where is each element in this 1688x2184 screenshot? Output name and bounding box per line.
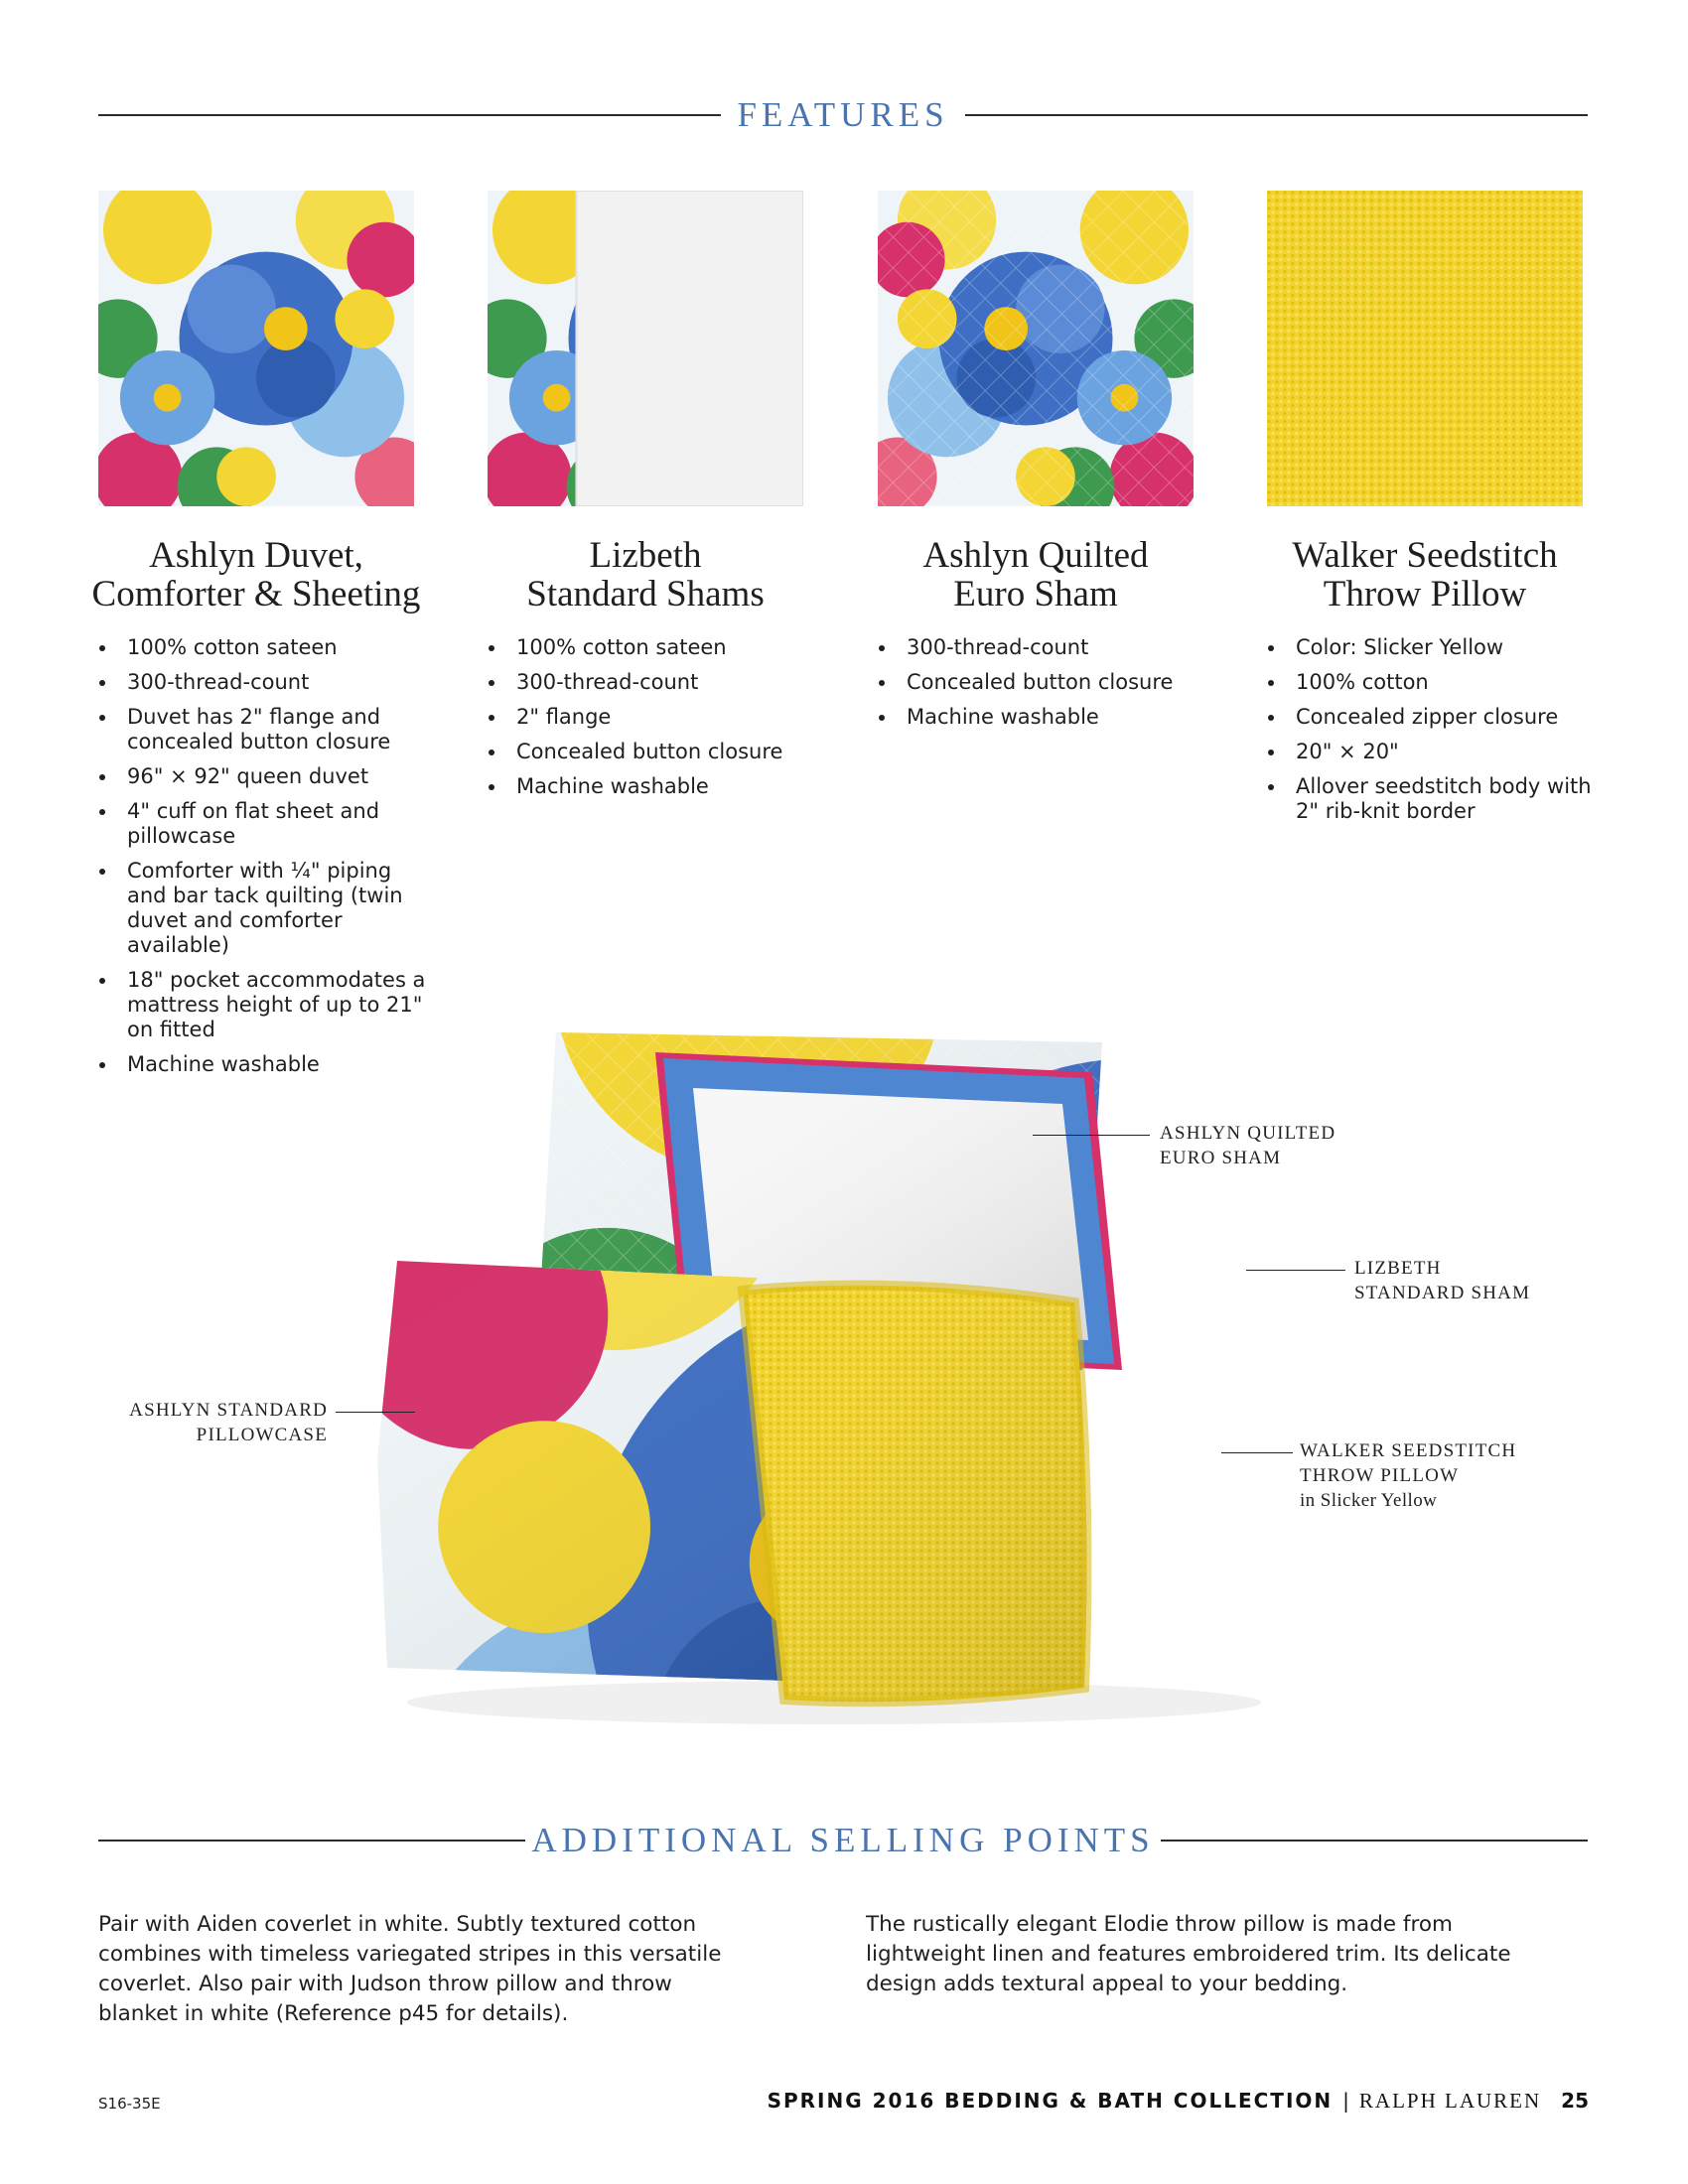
product-title-ashlyn-quilted: Ashlyn Quilted Euro Sham bbox=[922, 535, 1149, 614]
callout-line-pillowcase bbox=[336, 1412, 415, 1413]
callout-line-euro-sham bbox=[1033, 1135, 1150, 1136]
list-item: Machine washable bbox=[98, 1052, 426, 1077]
selling-point-aiden: Pair with Aiden coverlet in white. Subtly textured cotton combines with timeless variegated stripes in this versatile coverlet. Also pair with Judson throw pillow and throw blanket in white (Reference p45 for details). bbox=[98, 1912, 722, 2026]
ashlyn-duvet-swatch bbox=[98, 191, 414, 506]
list-item: 100% cotton sateen bbox=[98, 635, 426, 660]
product-title-ashlyn-duvet: Ashlyn Duvet, Comforter & Sheeting bbox=[91, 535, 421, 614]
footer-branding bbox=[768, 2089, 1589, 2114]
list-item: 100% cotton bbox=[1267, 670, 1595, 695]
heading-rule-right bbox=[1161, 1840, 1588, 1842]
list-item: Concealed button closure bbox=[878, 670, 1235, 695]
features-list-walker bbox=[1267, 635, 1595, 834]
list-item: Allover seedstitch body with 2" rib-knit border bbox=[1267, 774, 1595, 824]
selling-points-heading bbox=[98, 1821, 1588, 1860]
list-item: 100% cotton sateen bbox=[488, 635, 835, 660]
collection-name: SPRING 2016 BEDDING & BATH COLLECTION bbox=[767, 2089, 1334, 2113]
list-item: Color: Slicker Yellow bbox=[1267, 635, 1595, 660]
list-item: 96" × 92" queen duvet bbox=[98, 764, 426, 789]
callout-throw-pillow: WALKER SEEDSTITCH THROW PILLOW in Slicker Yellow bbox=[1300, 1440, 1517, 1511]
callout-line-throw-pillow bbox=[1221, 1452, 1293, 1453]
heading-rule-right bbox=[965, 114, 1588, 116]
lizbeth-sham-swatch bbox=[488, 191, 803, 506]
sku-code: S16-35E bbox=[98, 2095, 161, 2113]
page-number: 25 bbox=[1561, 2089, 1589, 2113]
ashlyn-quilted-swatch bbox=[878, 191, 1194, 506]
selling-point-elodie: The rustically elegant Elodie throw pillow is made from lightweight linen and features embroidered trim. Its delicate design adds textural appeal to your bedding. bbox=[866, 1912, 1511, 1996]
heading-rule-left bbox=[98, 114, 721, 116]
list-item: 18" pocket accommodates a mattress height of up to 21" on fitted bbox=[98, 968, 426, 1042]
list-item: 300-thread-count bbox=[98, 670, 426, 695]
heading-rule-left bbox=[98, 1840, 525, 1842]
features-heading bbox=[98, 95, 1588, 135]
footer-separator: | bbox=[1342, 2089, 1349, 2113]
features-title: FEATURES bbox=[737, 95, 949, 134]
callout-pillowcase: ASHLYN STANDARD PILLOWCASE bbox=[129, 1400, 328, 1445]
list-item: 300-thread-count bbox=[488, 670, 835, 695]
features-list-lizbeth bbox=[488, 635, 835, 809]
callout-line-standard-sham bbox=[1246, 1270, 1345, 1271]
list-item: Concealed zipper closure bbox=[1267, 705, 1595, 730]
product-title-lizbeth: Lizbeth Standard Shams bbox=[526, 535, 765, 614]
pillow-arrangement-photo bbox=[268, 993, 1400, 1757]
selling-points-title: ADDITIONAL SELLING POINTS bbox=[531, 1821, 1155, 1859]
features-list-ashlyn-quilted bbox=[878, 635, 1235, 740]
brand-name: RALPH LAUREN bbox=[1358, 2089, 1542, 2113]
list-item: Concealed button closure bbox=[488, 740, 835, 764]
callout-euro-sham: ASHLYN QUILTED EURO SHAM bbox=[1160, 1123, 1336, 1168]
product-title-walker: Walker Seedstitch Throw Pillow bbox=[1292, 535, 1558, 614]
list-item: 20" × 20" bbox=[1267, 740, 1595, 764]
list-item: Comforter with ¼" piping and bar tack quilting (twin duvet and comforter available) bbox=[98, 859, 426, 958]
callout-standard-sham: LIZBETH STANDARD SHAM bbox=[1354, 1258, 1531, 1303]
list-item: 4" cuff on flat sheet and pillowcase bbox=[98, 799, 426, 849]
list-item: 2" flange bbox=[488, 705, 835, 730]
list-item: Machine washable bbox=[488, 774, 835, 799]
list-item: Duvet has 2" flange and concealed button closure bbox=[98, 705, 426, 754]
list-item: 300-thread-count bbox=[878, 635, 1235, 660]
walker-seedstitch-swatch bbox=[1267, 191, 1583, 506]
list-item: Machine washable bbox=[878, 705, 1235, 730]
